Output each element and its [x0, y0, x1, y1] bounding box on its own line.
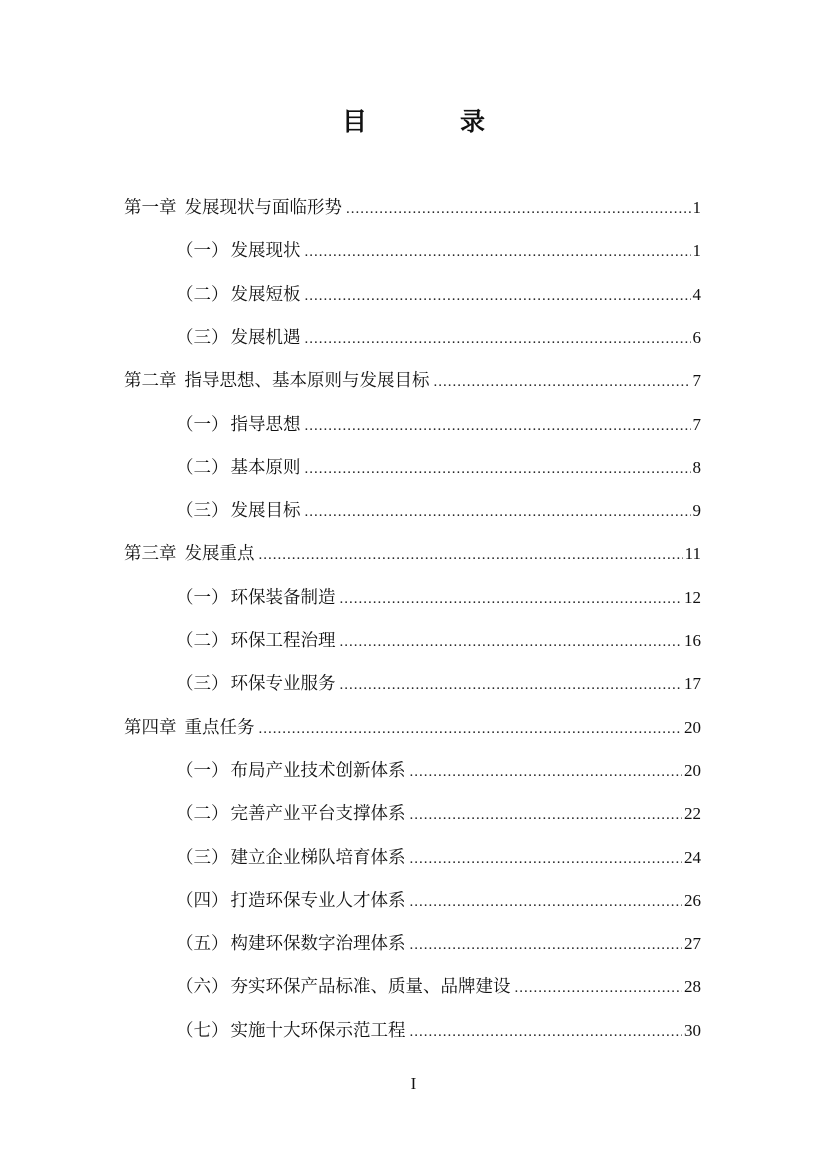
toc-section-entry[interactable] [176, 838, 701, 878]
toc-entry-number: （四） [176, 890, 229, 911]
toc-entry-title: 夯实环保产品标准、质量、品牌建设 [230, 977, 511, 998]
toc-entry-label [124, 188, 342, 228]
toc-entry-title: 指导思想、基本原则与发展目标 [184, 371, 430, 392]
toc-section-entry[interactable] [176, 924, 701, 964]
toc-entry-number: 第三章 [124, 544, 177, 565]
toc-entry-title: 建立企业梯队培育体系 [230, 847, 406, 868]
toc-page-number: 7 [692, 371, 701, 391]
toc-entry-label [176, 318, 301, 358]
toc-entry-title: 发展短板 [230, 284, 301, 305]
toc-leader-dots [434, 362, 691, 402]
toc-entry-title: 发展现状与面临形势 [184, 198, 342, 218]
toc-page-number: 16 [684, 631, 701, 650]
toc-entry-label [176, 405, 301, 445]
toc-section-entry[interactable] [176, 794, 701, 834]
toc-entry-title: 布局产业技术创新体系 [230, 760, 406, 781]
toc-entry-number: （二） [176, 804, 229, 825]
toc-entry-label [124, 534, 255, 574]
toc-entry-label [176, 794, 406, 834]
page-title: 目 录 [341, 107, 519, 136]
toc-entry-number: 第一章 [124, 198, 177, 218]
toc-entry-number: （三） [176, 847, 229, 868]
toc-leader-dots [410, 925, 683, 965]
toc-entry-label [176, 967, 511, 1007]
toc-page-number: 30 [684, 1020, 701, 1040]
toc-entry-title: 实施十大环保示范工程 [230, 1020, 406, 1041]
toc-leader-dots [410, 839, 683, 879]
toc-entry-number: 第二章 [124, 371, 177, 392]
toc-leader-dots [305, 276, 691, 316]
toc-entry-title: 发展重点 [184, 544, 255, 565]
toc-page-number: 4 [692, 284, 701, 304]
toc-leader-dots [305, 492, 691, 532]
toc-entry-number: （五） [176, 934, 229, 955]
toc-entry-label [176, 881, 406, 921]
toc-section-entry[interactable] [176, 405, 701, 445]
toc-leader-dots [305, 319, 691, 359]
toc-entry-number: （一） [176, 414, 229, 435]
toc-entry-number: （三） [176, 501, 229, 522]
toc-entry-number: （一） [176, 587, 229, 608]
toc-leader-dots [340, 665, 683, 705]
toc-entry-label [176, 448, 301, 488]
toc-section-entry[interactable] [176, 664, 701, 704]
toc-section-entry[interactable] [176, 275, 701, 315]
toc-entry-number: （一） [176, 241, 229, 262]
toc-entry-title: 环保装备制造 [230, 587, 336, 608]
toc-entry-title: 发展现状 [230, 241, 301, 262]
toc-page-number: 20 [684, 717, 701, 737]
toc-page-number: 26 [684, 890, 701, 910]
toc-entry-number: （三） [176, 327, 229, 348]
toc-leader-dots [515, 968, 683, 1008]
toc-section-entry[interactable] [176, 621, 701, 661]
toc-chapter-entry[interactable] [124, 534, 701, 574]
toc-entry-number: （六） [176, 977, 229, 998]
toc-entry-label [124, 708, 255, 748]
toc-entry-number: （二） [176, 457, 229, 478]
toc-section-entry[interactable] [176, 448, 701, 488]
toc-page-number: 7 [692, 414, 701, 434]
toc-entry-label [176, 664, 336, 704]
toc-chapter-entry[interactable] [124, 361, 701, 401]
toc-page-number: 11 [684, 544, 701, 564]
toc-section-entry[interactable] [176, 318, 701, 358]
toc-entry-title: 环保专业服务 [230, 674, 336, 695]
toc-entry-label [176, 1011, 406, 1051]
toc-leader-dots [410, 1012, 683, 1052]
toc-entry-number: 第四章 [124, 717, 177, 738]
toc-leader-dots [346, 189, 691, 229]
page-number-footer: I [410, 1074, 417, 1093]
toc-section-entry[interactable] [176, 1011, 701, 1051]
toc-leader-dots [340, 579, 683, 619]
toc-entry-number: （三） [176, 674, 229, 695]
toc-entry-label [176, 838, 406, 878]
toc-entry-label [176, 491, 301, 531]
toc-leader-dots [410, 752, 683, 792]
toc-entry-label [176, 231, 301, 271]
toc-page-number: 9 [692, 501, 701, 521]
toc-page-number: 17 [684, 674, 701, 694]
toc-entry-number: （二） [176, 284, 229, 305]
toc-entry-title: 构建环保数字治理体系 [230, 934, 406, 955]
toc-entry-number: （二） [176, 631, 229, 651]
toc-leader-dots [305, 232, 691, 272]
toc-entry-title: 打造环保专业人才体系 [230, 890, 406, 911]
toc-entry-title: 完善产业平台支撑体系 [230, 804, 406, 825]
toc-leader-dots [305, 449, 691, 489]
toc-section-entry[interactable] [176, 491, 701, 531]
toc-section-entry[interactable] [176, 881, 701, 921]
toc-entry-label [176, 751, 406, 791]
toc-leader-dots [259, 535, 683, 575]
toc-section-entry[interactable] [176, 578, 701, 618]
toc-entry-title: 重点任务 [184, 717, 255, 738]
toc-entry-title: 发展目标 [230, 501, 301, 522]
toc-chapter-entry[interactable] [124, 708, 701, 748]
toc-page-number: 1 [692, 198, 701, 217]
toc-entry-label [176, 578, 336, 618]
toc-page-number: 28 [684, 977, 701, 997]
toc-entry-number: （七） [176, 1020, 229, 1041]
toc-section-entry[interactable] [176, 967, 701, 1007]
toc-entry-label [176, 924, 406, 964]
toc-leader-dots [305, 406, 691, 446]
toc-chapter-entry[interactable] [124, 188, 701, 228]
toc-entry-label [176, 275, 301, 315]
toc-leader-dots [410, 795, 683, 835]
toc-page-number: 24 [684, 847, 701, 867]
toc-entry-title: 基本原则 [230, 457, 301, 478]
toc-page-number: 1 [692, 241, 701, 261]
toc-entry-title: 指导思想 [230, 414, 301, 435]
toc-section-entry[interactable] [176, 231, 701, 271]
toc-page-number: 6 [692, 327, 701, 347]
toc-page-number: 12 [684, 587, 701, 607]
toc-entry-label [124, 361, 430, 401]
toc-page-number: 20 [684, 760, 701, 780]
toc-leader-dots [259, 709, 683, 749]
toc-page-number: 8 [692, 457, 701, 477]
toc-entry-number: （一） [176, 760, 229, 781]
toc-page-number: 22 [684, 804, 701, 824]
toc-section-entry[interactable] [176, 751, 701, 791]
toc-page-number: 27 [684, 934, 701, 954]
toc-entry-title: 发展机遇 [230, 327, 301, 348]
toc-leader-dots [340, 622, 683, 662]
toc-entry-label [176, 621, 336, 661]
toc-leader-dots [410, 882, 683, 922]
toc-entry-title: 环保工程治理 [230, 631, 336, 651]
